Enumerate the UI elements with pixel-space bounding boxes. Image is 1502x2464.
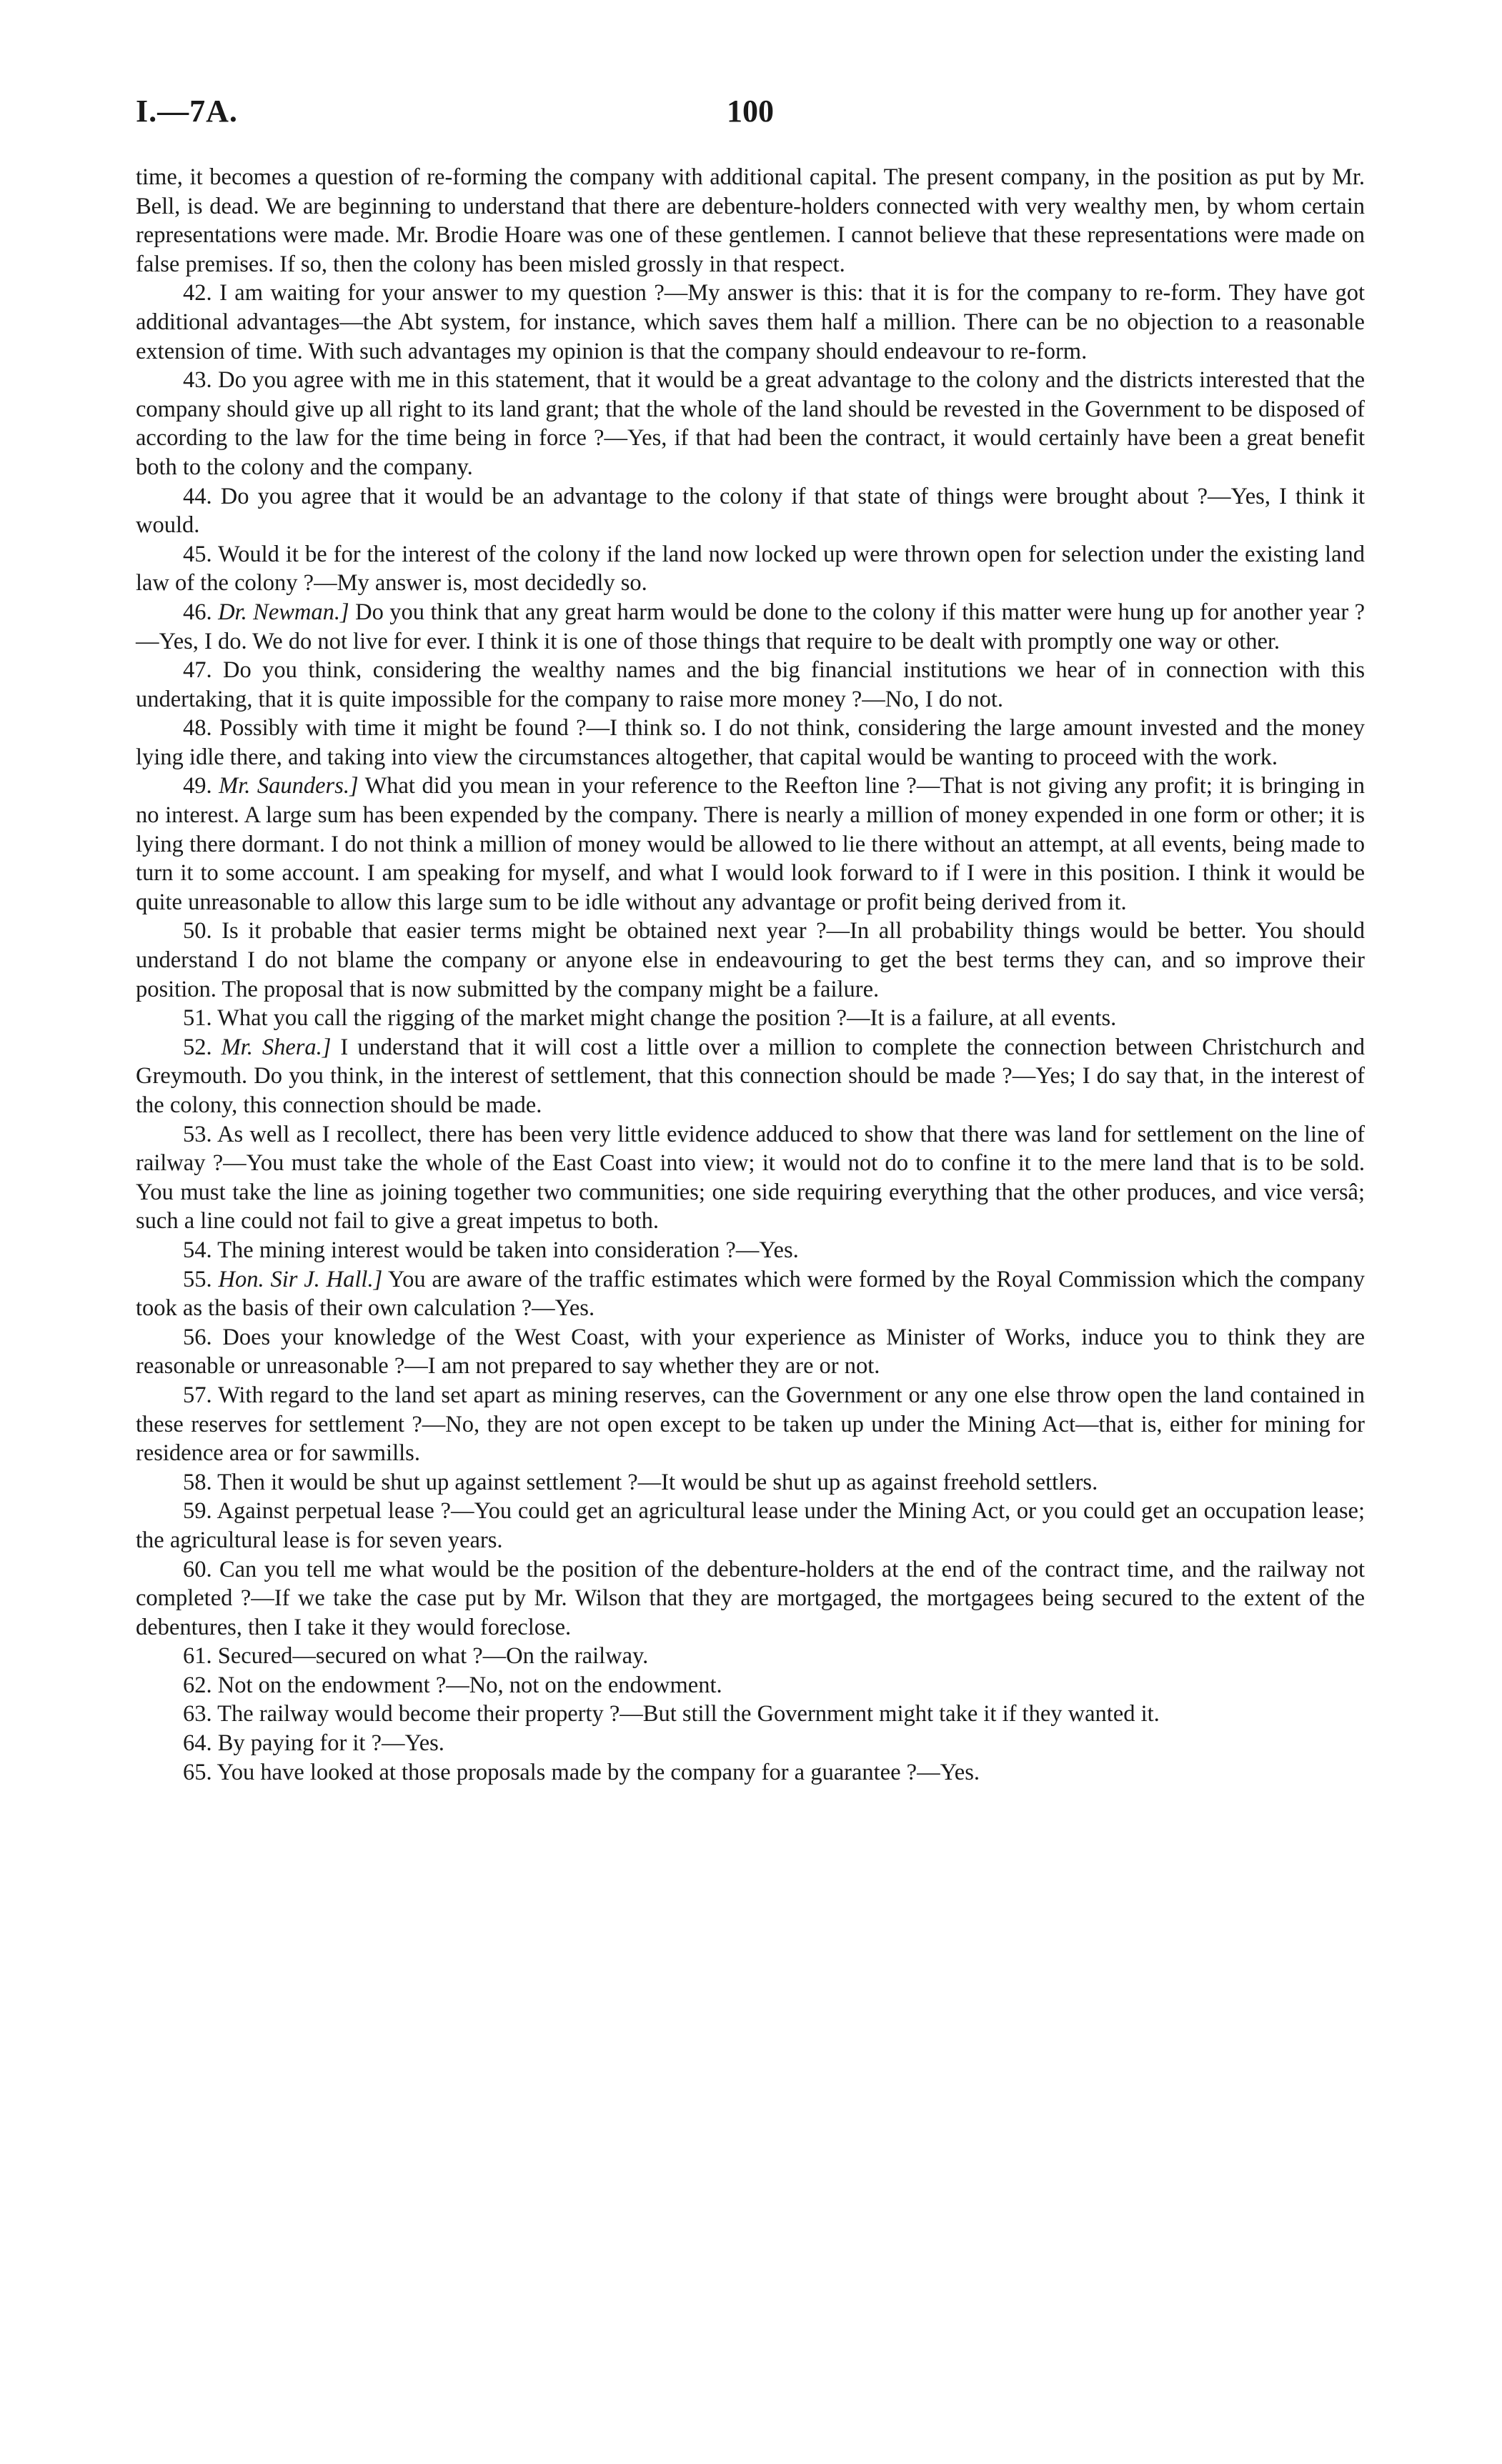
- question-number: 63.: [183, 1701, 212, 1727]
- question-number: 46.: [183, 599, 212, 625]
- question-number: 43.: [183, 367, 212, 394]
- question-paragraph: [136, 1323, 1365, 1381]
- question-paragraph: [136, 917, 1365, 1004]
- question-number: 52.: [183, 1034, 212, 1060]
- paragraph-text: The mining interest would be taken into consideration ?—Yes.: [217, 1237, 799, 1263]
- continued-paragraph: [136, 163, 1365, 279]
- paragraph-text: Do you agree with me in this statement, that it would be a great advantage to the colony and the districts interested that the company should give up all right to its land grant; that the whole of the land should be revested in the Government to be disposed of according to the law for the time being in force ?—Yes, if that had been the contract, it would certainly have been a great benefit both to the colony and the company.: [136, 367, 1365, 480]
- paragraph-text: You are aware of the traffic estimates which were formed by the Royal Commission which the company took as the basis of their own calculation ?—Yes.: [136, 1266, 1366, 1322]
- question-paragraph: [136, 1468, 1365, 1497]
- question-number: 51.: [183, 1005, 212, 1032]
- question-number: 65.: [183, 1759, 212, 1785]
- paragraph-text: I understand that it will cost a little over a million to complete the connection between Christchurch and Greymouth. Do you think, in the interest of settlement, that this connection should be made ?—Yes; I do say that, in the interest of the colony, this connection should be made.: [136, 1034, 1366, 1118]
- paragraph-text: time, it becomes a question of re-forming the company with additional capital. The present company, in the position as put by Mr. Bell, is dead. We are beginning to understand that there are debenture-holders connected with very wealthy men, by whom certain representations were made. Mr. Brodie Hoare was one of these gentlemen. I cannot believe that these representations were made on false premises. If so, then the colony has been misled grossly in that respect.: [136, 164, 1365, 277]
- speaker-name: Dr. Newman.]: [218, 599, 349, 625]
- question-paragraph: [136, 482, 1365, 540]
- question-number: 47.: [183, 657, 212, 684]
- question-paragraph: [136, 1004, 1365, 1033]
- paragraph-text: Secured—secured on what ?—On the railway.: [217, 1643, 649, 1670]
- paragraph-text: Against perpetual lease ?—You could get an agricultural lease under the Mining Act, or you could get an occupation lease; the agricultural lease is for seven years.: [136, 1498, 1365, 1553]
- question-number: 64.: [183, 1730, 212, 1757]
- question-number: 44.: [183, 483, 212, 509]
- question-paragraph: [136, 1671, 1365, 1700]
- question-paragraph: [136, 1642, 1365, 1671]
- paragraph-text: Do you think that any great harm would be done to the colony if this matter were hung up for another year ?—Yes, I do. We do not live for ever. I think it is one of those things that require to be dealt with promptly one way or other.: [136, 599, 1366, 654]
- question-paragraph: [136, 598, 1365, 656]
- question-number: 60.: [183, 1556, 212, 1582]
- paragraph-text: Can you tell me what would be the position of the debenture-holders at the end of the contract time, and the railway not completed ?—If we take the case put by Mr. Wilson that they are mortgaged, the mortgagees being secured to the extent of the debentures, then I take it they would foreclose.: [136, 1556, 1365, 1640]
- question-paragraph: [136, 772, 1365, 917]
- page-number: 100: [727, 94, 774, 129]
- question-paragraph: [136, 656, 1365, 714]
- question-paragraph: [136, 1381, 1365, 1468]
- evidence-text: [136, 163, 1365, 1787]
- speaker-name: Mr. Shera.]: [221, 1034, 332, 1060]
- question-paragraph: [136, 1033, 1365, 1120]
- question-number: 57.: [183, 1382, 212, 1408]
- question-paragraph: [136, 1265, 1365, 1323]
- question-number: 42.: [183, 280, 212, 306]
- question-number: 58.: [183, 1469, 212, 1495]
- paragraph-text: Is it probable that easier terms might be obtained next year ?—In all probability things would be better. You should understand I do not blame the company or anyone else in endeavouring to get the best terms they can, and so improve their position. The proposal that is now submitted by the company might be a failure.: [136, 918, 1365, 1002]
- question-number: 59.: [183, 1498, 212, 1525]
- paragraph-text: By paying for it ?—Yes.: [217, 1730, 444, 1757]
- question-paragraph: [136, 1555, 1365, 1642]
- paragraph-text: Then it would be shut up against settlement ?—It would be shut up as against freehold settlers.: [217, 1469, 1098, 1495]
- paragraph-text: You have looked at those proposals made by the company for a guarantee ?—Yes.: [217, 1759, 980, 1785]
- paragraph-text: What you call the rigging of the market might change the position ?—It is a failure, at all events.: [217, 1005, 1117, 1032]
- document-reference: I.—7A.: [136, 94, 238, 129]
- paragraph-text: As well as I recollect, there has been very little evidence adduced to show that there was land for settlement on the line of railway ?—You must take the whole of the East Coast into view; it would not do to confine it to the mere land that is to be sold. You must take the line as joining together two communities; one side requiring everything that the other produces, and vice versâ; such a line could not fail to give a great impetus to both.: [136, 1121, 1365, 1235]
- question-paragraph: [136, 540, 1365, 598]
- paragraph-text: Not on the endowment ?—No, not on the endowment.: [217, 1672, 722, 1698]
- page-header: [136, 93, 1365, 143]
- question-number: 49.: [183, 773, 212, 799]
- speaker-name: Mr. Saunders.]: [219, 773, 359, 799]
- paragraph-text: What did you mean in your reference to the Reefton line ?—That is not giving any profit; it is bringing in no interest. A large sum has been expended by the company. There is nearly a million of money expended in one form or other; it is lying there dormant. I do not think a million of money would be allowed to lie there without an attempt, at all events, being made to turn it to some account. I am speaking for myself, and what I would look forward to if I were in this position. I think it would be quite unreasonable to allow this large sum to be idle without any advantage or profit being derived from it.: [136, 773, 1366, 915]
- question-paragraph: [136, 279, 1365, 366]
- question-number: 48.: [183, 715, 212, 742]
- question-number: 54.: [183, 1237, 212, 1263]
- paragraph-text: With regard to the land set apart as mining reserves, can the Government or any one else throw open the land contained in these reserves for settlement ?—No, they are not open except to be taken up under the Mining Act—that is, either for mining for residence area or for sawmills.: [136, 1382, 1366, 1467]
- paragraph-text: Would it be for the interest of the colony if the land now locked up were thrown open for selection under the existing land law of the colony ?—My answer is, most decidedly so.: [136, 541, 1365, 597]
- question-number: 50.: [183, 918, 212, 944]
- paragraph-text: Do you think, considering the wealthy names and the big financial institutions we hear of in connection with this undertaking, that it is quite impossible for the company to raise more money ?—No, I do not.: [136, 657, 1365, 712]
- question-paragraph: [136, 366, 1365, 482]
- question-number: 61.: [183, 1643, 212, 1670]
- question-paragraph: [136, 1700, 1365, 1729]
- paragraph-text: I am waiting for your answer to my question ?—My answer is this: that it is for the company to re-form. They have got additional advantages—the Abt system, for instance, which saves them half a million. There can be no objection to a reasonable extension of time. With such advantages my opinion is that the company should endeavour to re-form.: [136, 280, 1365, 364]
- paragraph-text: The railway would become their property ?—But still the Government might take it if they wanted it.: [217, 1701, 1160, 1727]
- question-number: 55.: [183, 1266, 212, 1292]
- question-number: 53.: [183, 1121, 212, 1147]
- question-number: 56.: [183, 1324, 212, 1350]
- paragraph-text: Possibly with time it might be found ?—I think so. I do not think, considering the large amount invested and the money lying idle there, and taking into view the circumstances altogether, that capital would be wanting to proceed with the work.: [136, 715, 1366, 770]
- question-paragraph: [136, 714, 1365, 772]
- paragraph-text: Do you agree that it would be an advantage to the colony if that state of things were brought about ?—Yes, I think it would.: [136, 483, 1365, 539]
- paragraph-text: Does your knowledge of the West Coast, with your experience as Minister of Works, induce you to think they are reasonable or unreasonable ?—I am not prepared to say whether they are or not.: [136, 1324, 1365, 1380]
- question-paragraph: [136, 1120, 1365, 1236]
- question-number: 45.: [183, 541, 212, 567]
- question-paragraph: [136, 1758, 1365, 1787]
- question-paragraph: [136, 1729, 1365, 1758]
- question-paragraph: [136, 1236, 1365, 1265]
- question-number: 62.: [183, 1672, 212, 1698]
- question-paragraph: [136, 1497, 1365, 1555]
- speaker-name: Hon. Sir J. Hall.]: [218, 1266, 383, 1292]
